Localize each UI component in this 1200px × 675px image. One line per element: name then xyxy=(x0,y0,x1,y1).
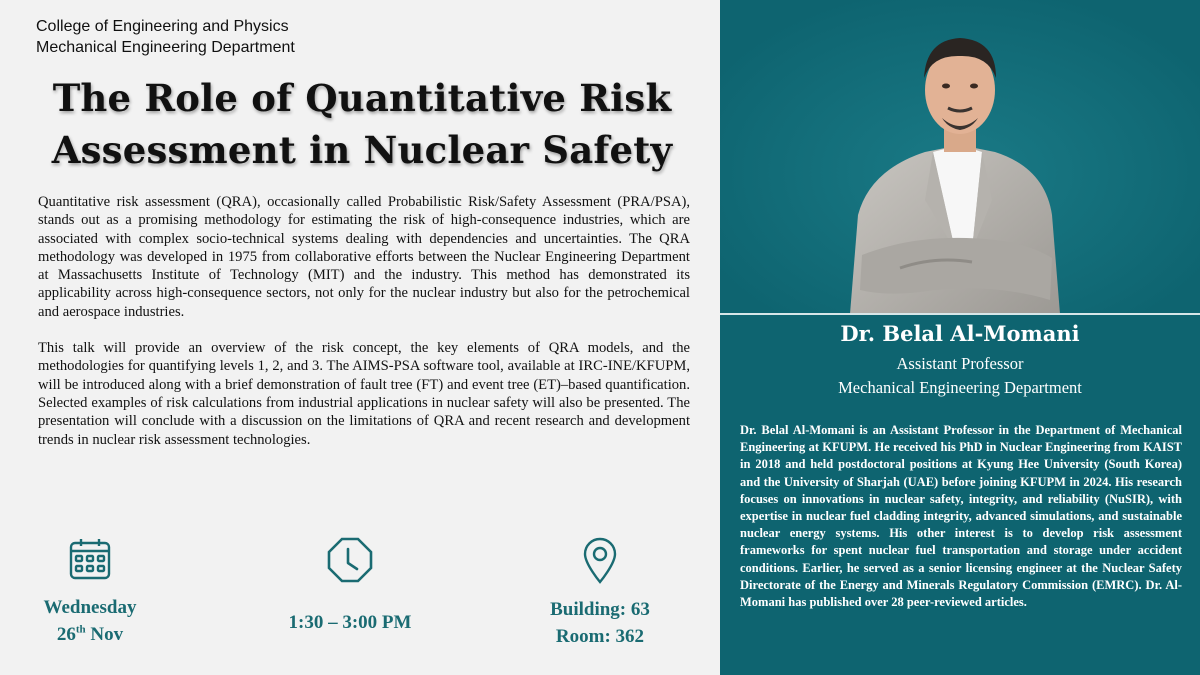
event-building: Building: 63 xyxy=(550,599,650,620)
speaker-bio: Dr. Belal Al-Momani is an Assistant Professor in the Department of Mechanical Engineering at KFUPM. He received his PhD in Nuclear Engineering from KAIST in 2018 and held postdoctoral positions at Kyung Hee University (South Korea) and the University of Sharjah (UAE) before joining KFUPM in 2024. His research focuses on innovations in nuclear safety, integrity, and reliability (NuSIR), with expertise in nuclear fuel cladding integrity, advanced simulations, and sustainable nuclear energy systems. His other interest is to develop risk assessment frameworks for spent nuclear fuel transportation and storage under accident conditions. Earlier, he served as a senior licensing engineer at the Nuclear Safety Directorate of the Energy and Minerals Regulatory Commission (EMRC). Dr. Al-Momani has published over 28 peer-reviewed articles. xyxy=(740,423,1182,610)
clock-icon xyxy=(265,536,435,584)
event-location xyxy=(525,536,675,650)
department-name: Mechanical Engineering Department xyxy=(36,39,295,56)
event-date-line: 26th Nov xyxy=(56,623,124,645)
talk-title-line1: The Role of Quantitative Risk xyxy=(52,76,672,120)
college-name: College of Engineering and Physics xyxy=(36,18,289,35)
talk-title-line2: Assessment in Nuclear Safety xyxy=(51,128,673,172)
speaker-affiliation xyxy=(720,352,1200,400)
speaker-photo xyxy=(720,0,1200,314)
speaker-panel xyxy=(720,0,1200,675)
event-day: Wednesday xyxy=(43,597,137,618)
event-time xyxy=(265,536,435,636)
speaker-department: Mechanical Engineering Department xyxy=(838,378,1082,397)
speaker-name: Dr. Belal Al-Momani xyxy=(840,321,1080,346)
event-time-text: 1:30 – 3:00 PM xyxy=(288,612,412,633)
event-room: Room: 362 xyxy=(555,626,645,647)
speaker-title: Assistant Professor xyxy=(896,354,1024,373)
photo-divider xyxy=(720,313,1200,315)
abstract-paragraph-2: This talk will provide an overview of the risk concept, the key elements of QRA models, and the methodologies for quantifying levels 1, 2, and 3. The AIMS-PSA software tool, available at IRC-INE/KFUPM, will be introduced along with a brief demonstration of fault tree (FT) and event tree (ET)–based quantification. Selected examples of risk calculations from industrial applications in nuclear safety will also be presented. The presentation will conclude with a discussion on the limitations of QRA and recent research and development trends in nuclear risk assessment technologies. xyxy=(38,340,690,448)
location-pin-icon xyxy=(525,536,675,584)
talk-title xyxy=(30,72,694,176)
calendar-icon xyxy=(20,536,160,582)
event-date xyxy=(20,536,160,648)
organization-header xyxy=(36,16,295,58)
talk-abstract xyxy=(38,193,690,449)
abstract-paragraph-1: Quantitative risk assessment (QRA), occasionally called Probabilistic Risk/Safety Assessment (PRA/PSA), stands out as a promising methodology for estimating the risk of high-consequence industries, which are associated with complex socio-technical systems dealing with dependencies and uncertainties. The QRA methodology was developed in 1975 from collaborative efforts between the Nuclear Engineering Department at Massachusetts Institute of Technology (MIT) and the industry. This method has demonstrated its applicability across high-consequence sectors, not only for the nuclear industry but also for the petrochemical and aerospace industries. xyxy=(38,194,690,320)
